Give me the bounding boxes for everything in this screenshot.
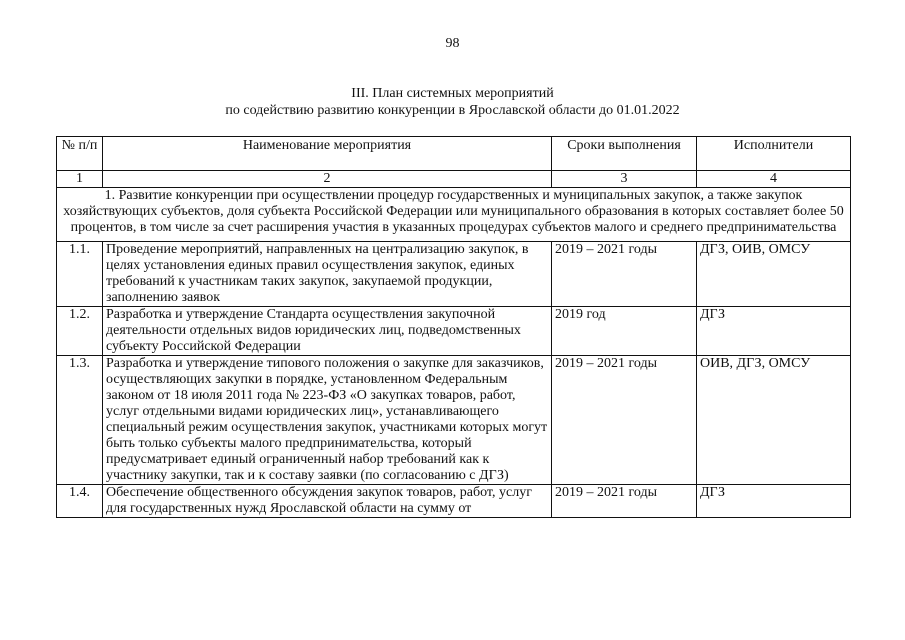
- table-header-row: [57, 137, 851, 171]
- row-term: 2019 – 2021 годы: [552, 242, 697, 307]
- row-executors: ДГЗ, ОИВ, ОМСУ: [697, 242, 851, 307]
- row-executors: ДГЗ: [697, 485, 851, 518]
- section-row: [57, 188, 851, 242]
- row-num: 1.3.: [57, 356, 103, 485]
- table-row: [57, 242, 851, 307]
- row-num: 1.4.: [57, 485, 103, 518]
- column-number-4: 4: [697, 171, 851, 188]
- row-executors: ДГЗ: [697, 307, 851, 356]
- row-term: 2019 – 2021 годы: [552, 485, 697, 518]
- header-num: [57, 137, 103, 171]
- row-name: Обеспечение общественного обсуждения закупок товаров, работ, услуг для государственных нужд Ярославской области на сумму от: [103, 485, 552, 518]
- table-row: [57, 356, 851, 485]
- header-num-label: № п/п: [61, 138, 98, 153]
- column-number-2: 2: [103, 171, 552, 188]
- column-numbers-row: [57, 171, 851, 188]
- row-name: Проведение мероприятий, направленных на централизацию закупок, в целях установления единых правил осуществления закупок, единых требований к участникам таких закупок, закупаемой продукции, заполнению заявок: [103, 242, 552, 307]
- row-executors: ОИВ, ДГЗ, ОМСУ: [697, 356, 851, 485]
- row-num: 1.1.: [57, 242, 103, 307]
- section-heading: [57, 188, 851, 242]
- header-executors: Исполнители: [697, 137, 851, 171]
- row-num: 1.2.: [57, 307, 103, 356]
- measures-table: [56, 136, 851, 518]
- title-line-1: III. План системных мероприятий: [351, 86, 554, 101]
- header-name: Наименование мероприятия: [103, 137, 552, 171]
- title-line-2: по содействию развитию конкуренции в Ярославской области до 01.01.2022: [225, 103, 680, 118]
- row-term: 2019 – 2021 годы: [552, 356, 697, 485]
- table-row: [57, 307, 851, 356]
- section-heading-text: 1. Развитие конкуренции при осуществлении процедур государственных и муниципальных закупок, а также закупок хозяйствующих субъектов, доля субъекта Российской Федерации или муниципального образования в которых составляет более 50 процентов, в том числе за счет расширения участия в указанных процедурах субъектов малого и среднего предпринимательства: [63, 188, 844, 235]
- row-term: 2019 год: [552, 307, 697, 356]
- column-number-3: 3: [552, 171, 697, 188]
- page-number: 98: [445, 36, 460, 51]
- table-row: [57, 485, 851, 518]
- row-name: Разработка и утверждение Стандарта осуществления закупочной деятельности отдельных видов юридических лиц, подведомственных субъекту Российской Федерации: [103, 307, 552, 356]
- row-name: Разработка и утверждение типового положения о закупке для заказчиков, осуществляющих закупки в порядке, установленном Федеральным законом от 18 июля 2011 года № 223-ФЗ «О закупках товаров, работ, услуг отдельными видами юридических лиц», устанавливающего специальный режим осуществления закупок, участниками которых могут быть только субъекты малого предпринимательства, который предусматривает единый ограниченный набор требований как к участнику закупки, так и к составу заявки (по согласованию с ДГЗ): [103, 356, 552, 485]
- column-number-1: 1: [57, 171, 103, 188]
- header-term: Сроки выполнения: [552, 137, 697, 171]
- document-title: [0, 85, 905, 119]
